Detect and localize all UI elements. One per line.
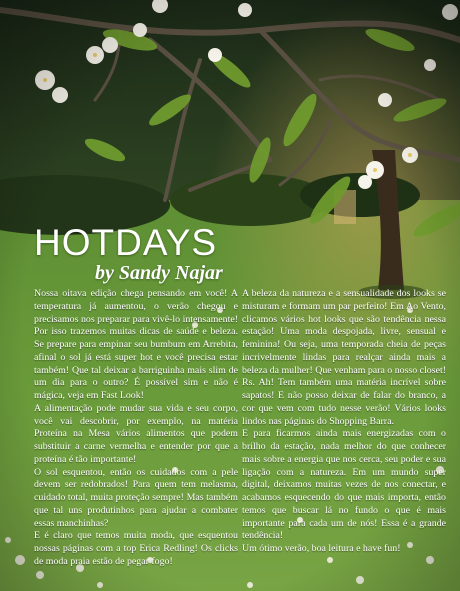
article-column-right xyxy=(242,288,446,556)
article-column-left xyxy=(34,288,238,569)
paragraph: E é claro que temos muita moda, que esquentou nossas páginas com a top Erica Redling! Os clicks de moda praia estão de pegar fogo! xyxy=(34,530,238,567)
paragraph: A beleza da natureza e a sensualidade dos looks se misturam e formam um par perfeito! Em Ao Vento, clicamos vários hot looks que são tendência nessa estação! Uma moda despojada, livre, sensual e feminina! Ou seja, uma temporada cheia de peças incrivelmente lindas para realçar ainda mais a beleza da mulher! Que venham para o nosso closet! Rs. Ah! Tem também uma matéria incrível sobre sapatos! E não posso deixar de falar do branco, a cor que vem com tudo nesse verão! Vários looks lindos nas páginas do Shopping Barra. xyxy=(242,288,447,427)
paragraph: A alimentação pode mudar sua vida e seu corpo, você vai descobrir, por exemplo, na matéria Proteína na Mesa vários alimentos que podem substituir a carne vermelha e entender por que a proteína é tão importante! xyxy=(34,402,238,465)
paragraph: Nossa oitava edição chega pensando em você! A temperatura já aumentou, o verão chegou e precisamos nos preparar para vivê-lo intensamente! Por isso trazemos muitas dicas de saúde e beleza. Se prepare para empinar seu bumbum em Arrebita, afinal o sol já está super hot e você precisa estar também! Que tal deixar a barriguinha mais slim de um dia para o outro? É possível sim e não é mágica, veja em Fast Look! xyxy=(34,288,238,401)
author-byline: by Sandy Najar xyxy=(95,262,223,284)
paragraph: O sol esquentou, então os cuidados com a pele devem ser redobrados! Para quem tem melasma, cuidado total, muita proteção sempre! Mas também que tal uns produtinhos para ajudar a combater essas manchinhas? xyxy=(34,466,238,529)
page-title: HOTDAYS xyxy=(34,222,218,263)
paragraph: Um ótimo verão, boa leitura e have fun! xyxy=(242,543,401,554)
paragraph: E para ficarmos ainda mais energizadas com o brilho da estação, nada melhor do que conhecer mais sobre a energia que nos cerca, seu poder e sua ligação com a natureza. Em um mundo super digital, deixamos muitas vezes de nos conectar, e acabamos esquecendo do que mais importa, então temos que buscar lá no fundo o que é mais importante para cada um de nós! Essa é a grande tendência! xyxy=(242,428,446,542)
title-block xyxy=(34,223,254,263)
